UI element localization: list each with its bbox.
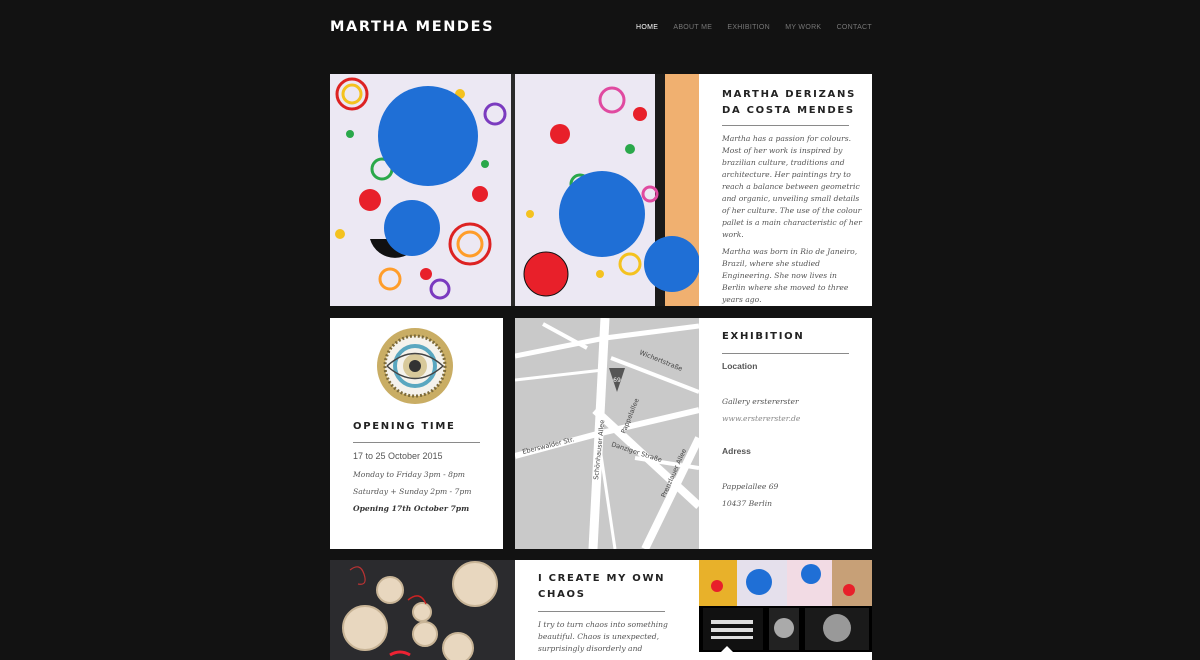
hero-painting <box>330 74 699 306</box>
map-roads <box>515 318 699 549</box>
street-danziger: Danziger Straße <box>610 440 663 465</box>
opening-weekend: Saturday + Sunday 2pm - 7pm <box>353 487 472 496</box>
opening-dates: 17 to 25 October 2015 <box>353 451 443 461</box>
thumbnail-collage <box>699 560 872 660</box>
street-wichertstrasse: Wichertstraße <box>638 348 684 373</box>
work-thumbnails[interactable] <box>699 560 872 660</box>
exhibition-title: EXHIBITION <box>722 331 805 342</box>
nav-home[interactable]: HOME <box>636 24 659 31</box>
location-label: Location <box>722 361 758 371</box>
painting-artwork <box>330 74 699 306</box>
mandala-artwork <box>375 326 455 406</box>
address-label: Adress <box>722 446 751 456</box>
street-prenzlauer: Prenzlauer Allee <box>659 447 689 499</box>
gallery-name: Gallery erstererster <box>722 397 799 406</box>
about-para-1: Martha has a passion for colours. Most of her work is inspired by brazilian culture, traditions and architecture. Her paintings try to reach a balance between geometric and organic, unveiling small details of her culture. The use of the colour pallet is a main characteristic of her work. <box>722 134 862 239</box>
street-eberswalder: Eberswalder Str. <box>521 435 575 456</box>
map-marker-label: 69 <box>613 377 621 384</box>
nav-exhibition[interactable]: EXHIBITION <box>727 24 771 31</box>
nav-about-me[interactable]: ABOUT ME <box>673 24 713 31</box>
chaos-painting <box>330 560 515 660</box>
street-schoenhauser: Schönhauser Allee <box>592 419 607 481</box>
exhibition-rule <box>722 353 849 354</box>
nav-contact[interactable]: CONTACT <box>836 24 872 31</box>
address-city: 10437 Berlin <box>722 499 773 508</box>
site-logo[interactable]: MARTHA MENDES <box>330 19 495 35</box>
opening-rule <box>353 442 480 443</box>
exhibition-panel <box>699 318 872 549</box>
chaos-rule <box>538 611 665 612</box>
opening-title: OPENING TIME <box>353 421 456 432</box>
about-title: MARTHA DERIZANS DA COSTA MENDES <box>722 89 856 116</box>
chaos-title: I CREATE MY OWN CHAOS <box>538 573 666 600</box>
chaos-panel <box>515 560 699 660</box>
about-panel <box>699 74 872 306</box>
about-rule <box>722 125 849 126</box>
gallery-url[interactable]: www.erstererster.de <box>722 414 801 423</box>
about-para-2: Martha was born in Rio de Janeiro, Brazil, where she studied Engineering. She now lives in Berlin where she moved to three years ago. <box>722 247 858 304</box>
opening-weekdays: Monday to Friday 3pm - 8pm <box>353 470 465 479</box>
address-street: Pappelallee 69 <box>722 482 779 491</box>
chaos-text: I try to turn chaos into something beautiful. Chaos is unexpected, surprisingly disorderly and <box>538 620 668 653</box>
opening-panel <box>330 318 503 549</box>
location-map[interactable] <box>515 318 699 549</box>
nav-my-work[interactable]: MY WORK <box>785 24 822 31</box>
street-pappelallee: Pappelallee <box>619 397 641 435</box>
opening-night: Opening 17th October 7pm <box>353 504 470 513</box>
main-nav <box>636 24 872 31</box>
chaos-artwork <box>330 560 515 660</box>
